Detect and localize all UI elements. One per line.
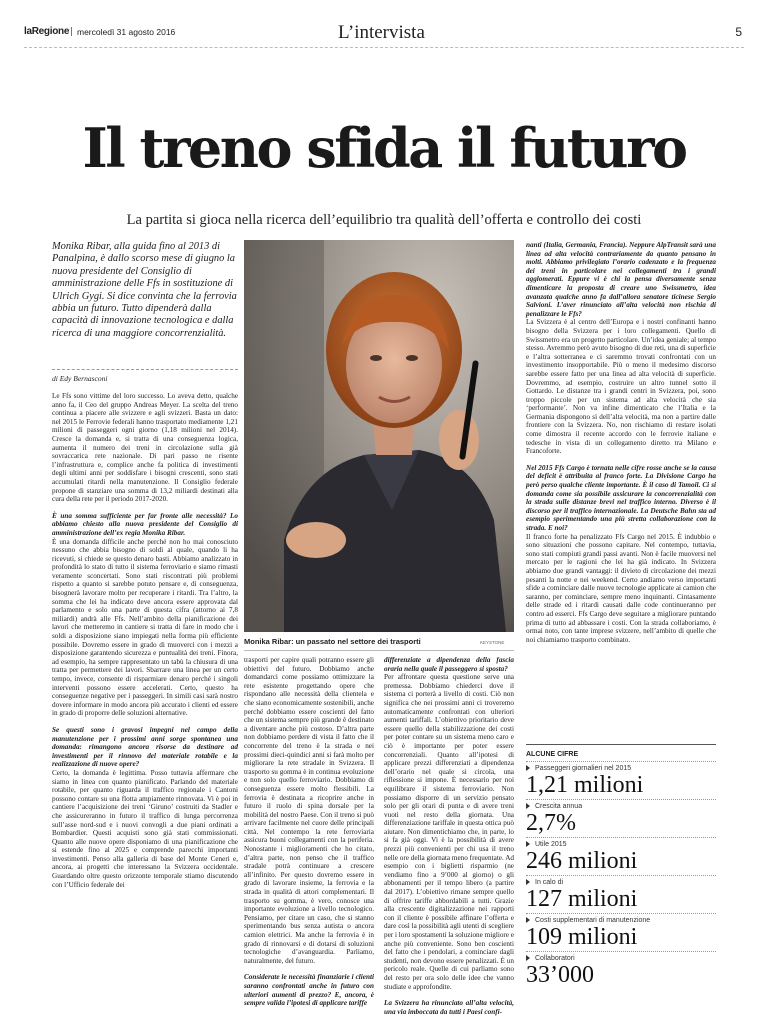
column-4-question: nanti (Italia, Germania, Francia). Neppure AlpTransit sarà una linea ad alta velocità contrariamente da quanto pensano in molti. Abbiamo privilegiato l’orario cadenzato e la frequenza dei treni in particolare nei collegamenti tra i grandi agglomerati. Eppure vi è chi la pensa diversamente senza dimenticare la proposta di creare uno Swissmetro, idea avanzata qualche anno fa dall’allora senatore ticinese Sergio Salvioni. L’aver rinunciato all’alta velocità non rischia di penalizzare le Ffs? bbox=[526, 241, 716, 318]
issue-date: mercoledì 31 agosto 2016 bbox=[77, 27, 176, 37]
key-figures-list bbox=[526, 761, 716, 989]
column-3-question: differenziate a dipendenza della fascia oraria nella quale il passeggero si sposta? bbox=[384, 656, 514, 673]
column-4-paragraph: Il franco forte ha penalizzato Ffs Cargo nel 2015. È indubbio e sono situazioni che possono capitare. Nel contempo, tuttavia, sono stati compiuti grandi passi avanti. Non è facile muoversi nel mercato per le ragioni che lei ha già indicato. In Svizzera abbiamo due grandi vantaggi: il divieto di circolazione dei mezzi pesanti la notte e nei weekend. Certo andiamo verso importanti sfide a cominciare dalle nuove tecnologie applicate ai camion che saranno, per cominciare, sempre meno inquinanti. Cintasamente delle strade ed i ritardi causati dalle code continueranno per contro ad esserci. Ffs Cargo deve seguitare a migliorare puntando prima di tutto ad abbassare i costi. Con la strada collaboriamo, è ormai noto, con tante imprese svizzere, nell’ambito di quelle che noi chiamiamo trasporto combinato. bbox=[526, 532, 716, 644]
column-1-paragraph: Certo, la domanda è legittima. Posso tuttavia affermare che siamo in linea con quanto pianificato. Parlando del materiale rotabile, per quanto riguarda il traffico regionale i Cantoni possono contare su una flotta ampiamente rinnovata. Vi è poi in cantiere l’acquisizione dei treni ‘Giruno’ costruiti da Stadler e che assicureranno in futuro il traffico di lunga percorrenza sull’asse nord-sud e i nuovi convogli a due piani ordinati a Bombardier. Questi acquisti sono già stati commissionati. Quanto alle nuove opere disponiamo di una pianificazione che si estende fino al 2025 e comprende parecchi importanti investimenti. Penso alla galleria di base del Monte Ceneri e, ancora, ai progetti che interessano la Svizzera occidentale. Guardando oltre questo orizzonte temporale stiamo discutendo con l’Ufficio federale dei bbox=[52, 768, 238, 889]
column-3-question: La Svizzera ha rinunciato all’alta velocità, una via imboccata da tutti i Paesi confi- bbox=[384, 999, 514, 1016]
column-1-paragraph: Le Ffs sono vittime del loro successo. Lo aveva detto, qualche anno fa, il Ceo del gruppo Andreas Meyer. La scelta del treno continua a piacere alle svizzere e agli svizzeri. Basta un dato: nel 2015 le Ferrovie federali hanno trasportato mediamente 1,21 milioni di passeggeri ogni giorno (1,18 milioni nel 2014). Cresce la domanda e, si tratta di una conseguenza logica, aumenta il numero dei treni in circolazione sulla già sovraccarica rete nazionale. Di pari passo ne risente l’infrastruttura e, complice anche fa politica di investimenti degli ultimi anni per soddisfare i bisogni crescenti, sono stati accumulati ritardi nella manutenzione. Il Consiglio federale propone di stanziare una somma di 13,2 miliardi destinati alla cura della rete per il periodo 2017-2020. bbox=[52, 392, 238, 504]
header-rule bbox=[24, 47, 744, 48]
section-title: L’intervista bbox=[338, 22, 425, 43]
column-2-paragraph: trasporti per capire quali potranno essere gli obiettivi del futuro. Dobbiamo anche domandarci come possiamo ottimizzare la rete esistente progettando opere che rispondano alle necessità della clientela e che siano economicamente sostenibili, anche perché dobbiamo essere coscienti del fatto che un sistema sempre più grande è destinato a diventare anche più costoso. D’altra parte non dobbiamo perdere di vista il fatto che il concorrente del treno è la strada e nei prossimi dieci-quindici anni si farà molto per migliorare la rete stradale in Svizzera. Il trasporto su gomma è in continua evoluzione e non solo quello ferroviario. Dobbiamo di conseguenza essere molto flessibili. La ferrovia è destinata a ricoprire anche in futuro il ruolo di spina dorsale per la mobilità del nostro Paese. Con il treno si può arrivare facilmente nel cuore delle principali città. Nel contempo la rete ferroviaria assicura buoni collegamenti con la periferia. Nonostante i miglioramenti che ho citato, d’altra parte, non penso che il traffico stradale potrà continuare a crescere all’infinito. Per questo dovremo essere in grado di lavorare insieme, la ferrovia e la strada in qualità di attori complementari. Il trasporto su gomma, è vero, conosce una importante evoluzione a livello tecnologico. Pensiamo, per citare un caso, che si stanno sperimentando bus senza autista o ancora camion elettrici. Ma anche la ferrovia è in grado di rinnovarsi e di dotarsi di soluzioni tecnologiche d’avanguardia. Parliamo, naturalmente, del futuro. bbox=[244, 656, 374, 965]
page-number: 5 bbox=[735, 25, 742, 39]
byline: di Edy Bernasconi bbox=[52, 374, 108, 383]
headline: Il treno sfida il futuro bbox=[82, 116, 686, 180]
photo-credit: KEYSTONE bbox=[480, 640, 505, 645]
photo-caption: Monika Ribar: un passato nel settore dei trasporti bbox=[244, 637, 421, 646]
key-figure-item bbox=[526, 913, 716, 951]
brand-logo: laRegione bbox=[24, 26, 70, 37]
bullet-arrow-icon bbox=[526, 917, 530, 923]
byline-rule bbox=[52, 369, 238, 370]
key-figure-value: 246 milioni bbox=[526, 848, 638, 874]
key-figure-item bbox=[526, 875, 716, 913]
column-4-paragraph: La Svizzera è al centro dell’Europa e i nostri confinanti hanno bisogno della Svizzera per i loro collegamenti. Quello di Swissmetro era un progetto particolare. Un’idea geniale; al tempo stesso. Avremmo però avuto bisogno di due reti, una di superficie e l’altra sotterranea e ci saremmo trovati confrontati con un investimento insopportabile. Più o meno il medesimo discorso sarebbe essere fatto per una linea ad alta velocità di superficie. Dovremmo, ad esempio, costruire un altro tunnel sotto il Gottardo. Le distanze tra i grandi centri in Svizzera, poi, sono troppo piccole per un sistema ad alta velocità che sia ‘performante’. Non va infine dimenticato che l’Italia e la Germania dispongono sì dell’alta velocità, ma non a partire dalle frontiere con la Svizzera. No, non rischiamo di restare isolati come dimostra il recente accordo con le ferrovie italiane e tedesche in vista di un collegamento diretto tra Milano e Francoforte. bbox=[526, 318, 716, 456]
portrait-illustration bbox=[244, 240, 514, 632]
subheadline: La partita si gioca nella ricerca dell’equilibrio tra qualità dell’offerta e controllo dei costi bbox=[126, 212, 642, 228]
key-figures-box bbox=[526, 744, 716, 988]
key-figure-label: Collaboratori bbox=[526, 955, 716, 962]
bullet-arrow-icon bbox=[526, 765, 530, 771]
header-divider bbox=[71, 27, 72, 36]
key-figure-label: Crescita annua bbox=[526, 803, 716, 810]
key-figures-top-rule bbox=[526, 744, 716, 745]
page-header bbox=[24, 22, 744, 44]
key-figure-value: 127 milioni bbox=[526, 886, 638, 912]
key-figure-label: In calo di bbox=[526, 879, 716, 886]
bullet-arrow-icon bbox=[526, 879, 530, 885]
column-3-paragraph: Per affrontare questa questione serve una premessa. Dobbiamo chiederci dove il sistema ci porterà a livello di costi. Ciò non significa che nei prossimi anni ci troveremo automaticamente confrontati con ulteriori aumenti tariffali. L’obiettivo prioritario deve essere quello della stabilizzazione dei costi per poter contare su un sistema meno caro e ciò è importante per poter essere concorrenziali. Quanto all’ipotesi di applicare prezzi differenziati a dipendenza dell’orario nel quale si circola, una riflessione si impone. È necessario per noi equilibrare il sistema ferroviario. Non possiamo disporre di un servizio pensato solo per gli orari di punta e di avere treni vuoti nel resto della giornata. Una differenziazione tariffale in questa ottica può aiutare. Non dimentichiamo che, in parte, lo si fa già oggi. Vi è la possibilità di avere prezzi più convenienti per chi usa il treno nelle ore della giornata meno frequentate. Ad esempio con i biglietti risparmio (ne vendiamo fino a 9’000 al giorno) o gli abbonamenti per il tempo libero (a partire dal 2017). L’obiettivo rimane sempre quello di offrire tariffe abbordabili a tutti. Grazie alla crescente digitalizzazione nei rapporti con il cliente è possibile affinare l’offerta e dare così la possibilità agli utenti di scegliere per i loro spostamenti la soluzione migliore e anche più conveniente. Sono ben coscienti del fatto che i pendolari, a cominciare dagli studenti, non devono essere penalizzati. È un pericolo reale. Quelle di cui parliamo sono del resto per ora solo delle idee che vanno studiate e approfondite. bbox=[384, 673, 514, 991]
key-figure-value: 109 milioni bbox=[526, 924, 638, 950]
key-figure-item bbox=[526, 951, 716, 989]
bullet-arrow-icon bbox=[526, 955, 530, 961]
key-figure-item bbox=[526, 837, 716, 875]
caption-rule bbox=[244, 650, 514, 651]
key-figures-title: ALCUNE CIFRE bbox=[526, 751, 579, 758]
key-figure-value: 33’000 bbox=[526, 962, 594, 988]
key-figure-label: Costi supplementari di manutenzione bbox=[526, 917, 716, 924]
portrait-photo bbox=[244, 240, 514, 632]
key-figure-value: 2,7% bbox=[526, 810, 576, 836]
key-figure-item bbox=[526, 761, 716, 799]
key-figure-value: 1,21 milioni bbox=[526, 772, 644, 798]
intro-text: Monika Ribar, alla guida fino al 2013 di Panalpina, è dallo scorso mese di giugno la nuova presidente del Consiglio di amministrazione delle Ffs in sostituzione di Ulrich Gygi. Si dice convinta che la ferrovia abbia un futuro. Tutto dipenderà dalla capacità di innovazione tecnologica e dalla ricerca di una maggiore concorrenzialità. bbox=[52, 241, 237, 339]
column-4-question: Nel 2015 Ffs Cargo è tornata nelle cifre rosse anche se la causa del deficit è attribuita al franco forte. La Divisione Cargo ha però perso qualche cliente importante. È il caso di Tamoil. Ci si domanda come sia possibile assicurare la concorrenzialità con la strada sulle distanze brevi nel traffico interno. Diverso è il discorso per il traffico internazionale. La Deutsche Bahn sta ad esempio sperimentando una più stretta collaborazione con la strada. E noi? bbox=[526, 463, 716, 532]
column-2-question: Considerate le necessità finanziarie i clienti saranno confrontati anche in futuro con ulteriori aumenti di prezzo? E, ancora, è sempre valida l’ipotesi di applicare tariffe bbox=[244, 973, 374, 1008]
key-figure-item bbox=[526, 799, 716, 837]
column-1-paragraph: È una domanda difficile anche perché non ho mai conosciuto nessuno che abbia bisogno di soldi al quale, quando li ha ricevuti, si chiede se questo denaro basti. Abbiamo analizzato in profondità lo stato di tutto il sistema ferroviario e siamo rimasti veramente sconcertati. Sono stati riscontrati più problemi rispetto a quanto si sarebbe potuto pensare e, di conseguenza, bisognerà lavorare molto per recuperare i ritardi. Tra l’altro, la somma che lei ha indicato deve ancora essere approvata dal parlamento e solo una parte di questa cifra (attorno ai 7,8 miliardi) andrà alle Ffs. Nell’ambito della pianificazione dei lavori che metteremo in cantiere si tratta di fare in modo che i soldi a disposizione siano impiegati nella forma più efficiente possibile. Dovremo essere in grado di muoverci con i mezzi a disposizione garantendo sicurezza e puntualità dei treni. Finora, ad esempio, ha sempre rappresentato un tabù la chiusura di una tratta per permettere dei lavori. Sbarrare una linea per un certo tempo, invece, consente di risparmiare denaro perché i singoli interventi possono essere accelerati. Certo, questo ha conseguenze negative per i passeggeri. In simili casi sarà nostro dovere informare in modo ancora più accurato i clienti ed essere in grado di proporre delle soluzioni alternative. bbox=[52, 537, 238, 718]
column-2 bbox=[244, 656, 374, 1008]
column-4 bbox=[526, 241, 716, 741]
key-figure-label: Utile 2015 bbox=[526, 841, 716, 848]
column-1-question: Se questi sono i gravosi impegni nel campo della manutenzione per i prossimi anni sorge spontanea una domanda: rimangono ancora risorse da destinare ad investimenti per il rinnovo del materiale rotabile e la realizzazione di nuove opere? bbox=[52, 725, 238, 769]
bullet-arrow-icon bbox=[526, 841, 530, 847]
bullet-arrow-icon bbox=[526, 803, 530, 809]
column-3 bbox=[384, 656, 514, 1016]
column-1-question: È una somma sufficiente per far fronte alle necessità? Lo abbiamo chiesto alla nuova presidente del Consiglio di amministrazione dell’ex regia Monika Ribar. bbox=[52, 511, 238, 537]
column-1 bbox=[52, 392, 238, 982]
key-figure-label: Passeggeri giornalieri nel 2015 bbox=[526, 765, 716, 772]
